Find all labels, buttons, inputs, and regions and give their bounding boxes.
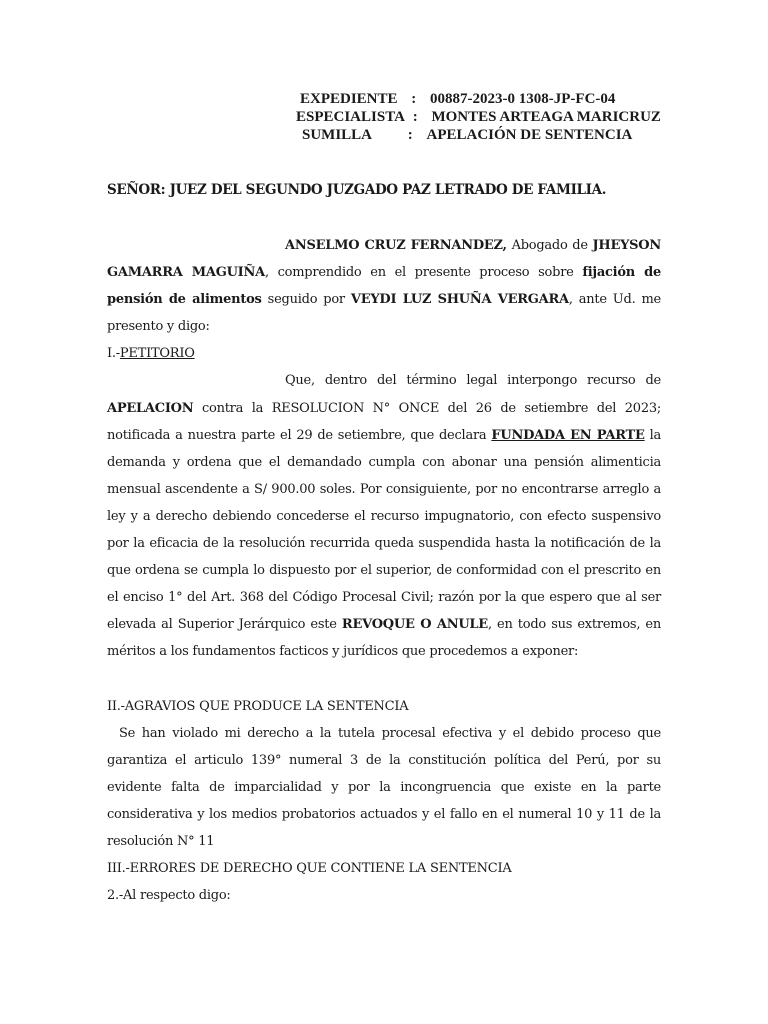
- section2-paragraph: Se han violado mi derecho a la tutela procesal efectiva y el debido proceso que garantiza el articulo 139° numeral 3 de la constitución política del Perú, por su evidente falta de imparcialidad y por la incongruencia que existe en la parte considerativa y los medios probatorios actuados y el fallo en el numeral 10 y 11 de la resolución N° 11: [107, 725, 661, 850]
- expediente-row: [296, 90, 661, 108]
- client-name: JHEYSON GAMARRA MAGUIÑA: [107, 238, 661, 281]
- addressee: SEÑOR: JUEZ DEL SEGUNDO JUZGADO PAZ LETRADO DE FAMILIA.: [107, 182, 607, 198]
- section3-item: 2.-Al respecto digo:: [107, 888, 231, 904]
- section1-title: PETITORIO: [119, 346, 195, 362]
- expediente-label: EXPEDIENTE: [300, 91, 398, 107]
- intro-paragraph: ANSELMO CRUZ FERNANDEZ, Abogado de JHEYSON GAMARRA MAGUIÑA, comprendido en el presente proceso sobre fijación de pensión de alimentos seguido por VEYDI LUZ SHUÑA VERGARA, ante Ud. me presento y digo:: [107, 238, 661, 335]
- sumilla-value: APELACIÓN DE SENTENCIA: [426, 127, 633, 143]
- fundada-term: FUNDADA EN PARTE: [491, 427, 645, 443]
- document-body: [107, 232, 661, 909]
- especialista-separator: :: [412, 109, 418, 125]
- apelacion-term: APELACION: [107, 400, 194, 416]
- revoque-term: REVOQUE O ANULE: [341, 617, 488, 633]
- sumilla-label: SUMILLA: [302, 127, 373, 143]
- especialista-label: ESPECIALISTA: [296, 109, 405, 125]
- lawyer-name: ANSELMO CRUZ FERNANDEZ,: [285, 238, 507, 253]
- especialista-row: [296, 108, 661, 126]
- section1-heading: I.-PETITORIO: [107, 346, 195, 362]
- sumilla-row: [296, 126, 661, 144]
- section1-paragraph: Que, dentro del término legal interpongo recurso de APELACION contra la RESOLUCION N° ONCE del 26 de setiembre del 2023; notificada a nuestra parte el 29 de setiembre, que declara FUNDADA EN PARTE la demanda y ordena que el demandado cumpla con abonar una pensión alimenticia mensual ascendente a S/ 900.00 soles. Por consiguiente, por no encontrarse arreglo a ley y a derecho debiendo concederse el recurso impugnatorio, con efecto suspensivo por la eficacia de la resolución recurrida queda suspendida hasta la notificación de la que ordena se cumpla lo dispuesto por el superior, de conformidad con el prescrito en el enciso 1° del Art. 368 del Código Procesal Civil; razón por la que espero que al ser elevada al Superior Jerárquico este REVOQUE O ANULE, en todo sus extremos, en méritos a los fundamentos facticos y jurídicos que procedemos a exponer:: [107, 373, 661, 660]
- section3-heading: III.-ERRORES DE DERECHO QUE CONTIENE LA SENTENCIA: [107, 861, 512, 877]
- expediente-separator: :: [411, 91, 417, 107]
- expediente-value: 00887-2023-0 1308-JP-FC-04: [430, 91, 616, 107]
- especialista-value: MONTES ARTEAGA MARICRUZ: [431, 109, 661, 125]
- case-subject: fijación de pensión de alimentos: [107, 265, 661, 308]
- sumilla-separator: :: [407, 127, 413, 143]
- counterparty-name: VEYDI LUZ SHUÑA VERGARA: [350, 292, 569, 308]
- spacer: [107, 666, 661, 693]
- case-header: [296, 90, 661, 144]
- section2-heading: II.-AGRAVIOS QUE PRODUCE LA SENTENCIA: [107, 698, 409, 714]
